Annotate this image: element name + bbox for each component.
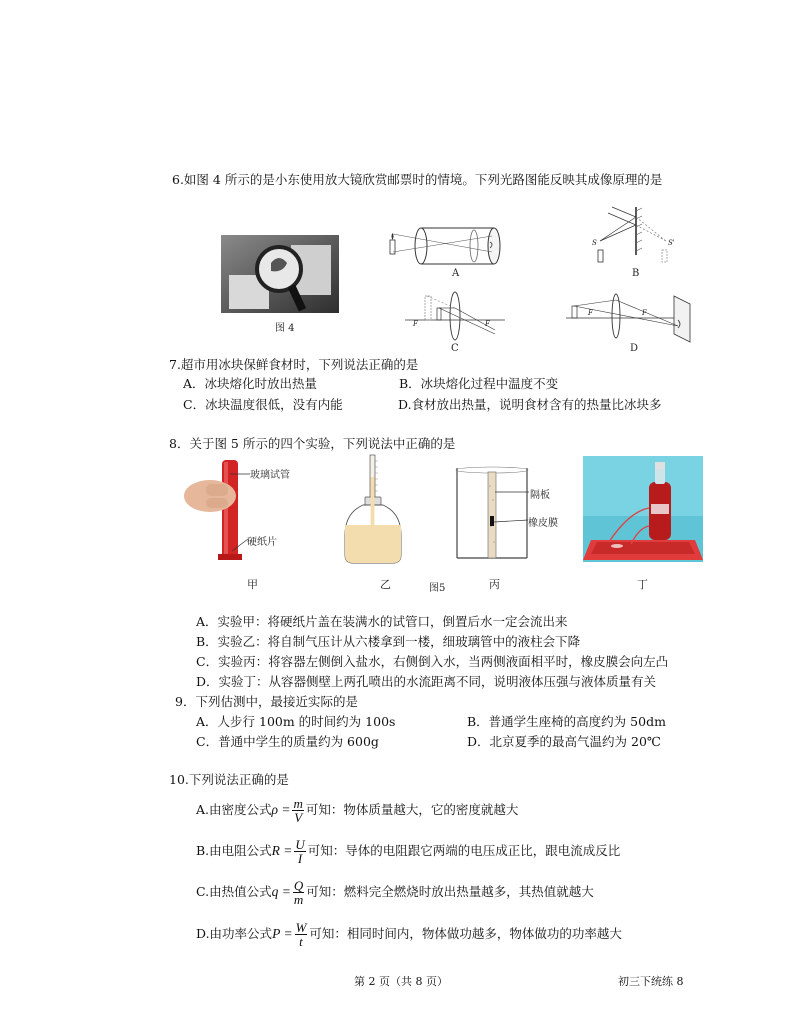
diagram-b-s: S [592, 239, 597, 247]
q10-c-var: q = [271, 884, 291, 899]
q10-c-denominator: m [293, 892, 304, 907]
q8-leader-membrane [494, 518, 530, 524]
q10-d-denominator: t [299, 934, 303, 949]
diagram-d-f-left: F [588, 309, 593, 317]
fig5-yi-diagram [343, 455, 403, 565]
q8-option-b: B．实验乙：将自制气压计从六楼拿到一楼，细玻璃管中的液柱会下降 [196, 634, 581, 649]
diagram-d-label: D [630, 343, 639, 354]
q7-option-a: A．冰块熔化时放出热量 [183, 376, 318, 391]
q7-stem: 7.超市用冰块保鲜食材时，下列说法正确的是 [169, 357, 419, 372]
diagram-b-label: B [632, 268, 640, 279]
q9-stem: 9．下列估测中，最接近实际的是 [175, 694, 358, 709]
q8-label-partition: 隔板 [530, 490, 550, 501]
q10-c-prefix: C.由热值公式 [196, 884, 272, 899]
q10-a-postfix: 可知：物体质量越大，它的密度就越大 [305, 802, 519, 817]
q8-leader-card [232, 539, 250, 553]
q10-c-numerator: Q [293, 878, 304, 893]
q10-option-c [196, 877, 594, 907]
q8-label-membrane: 橡皮膜 [528, 518, 558, 529]
q10-option-a [196, 795, 518, 825]
q10-b-denominator: I [297, 851, 303, 866]
q10-stem: 10.下列说法正确的是 [169, 772, 289, 787]
q10-b-fraction [294, 838, 305, 865]
q9-option-c: C．普通中学生的质量约为 600g [196, 734, 379, 749]
q10-d-postfix: 可知：相同时间内，物体做功越多，物体做功的功率越大 [309, 926, 622, 941]
diagram-d-f-right: F [642, 309, 647, 317]
diagram-c-f-left: F [413, 320, 418, 328]
q10-a-prefix: A.由密度公式 [196, 802, 272, 817]
fig4-label: 图 4 [275, 323, 295, 334]
q10-option-b [196, 836, 620, 866]
footer-series: 初三下统练 8 [618, 975, 684, 988]
footer-page-number: 第 2 页（共 8 页） [354, 975, 448, 988]
q8-caption-yi: 乙 [380, 578, 391, 591]
q10-b-prefix: B.由电阻公式 [196, 843, 272, 858]
q10-d-prefix: D.由功率公式 [196, 926, 273, 941]
q10-b-numerator: U [295, 837, 305, 852]
q10-a-fraction [292, 797, 303, 824]
q6-stem: 6.如图 4 所示的是小东使用放大镜欣赏邮票时的情境。下列光路图能反映其成像原理的是 [172, 172, 663, 187]
fig5-ding-photo [583, 456, 703, 562]
fig5-bing-diagram [455, 466, 533, 562]
q8-label-tube: 玻璃试管 [250, 470, 290, 481]
q8-leader-partition [495, 490, 531, 494]
diagram-a [386, 222, 501, 270]
q8-fig5-label: 图5 [429, 583, 446, 594]
q7-option-d: D.食材放出热量，说明食材含有的热量比冰块多 [398, 397, 662, 412]
q10-d-numerator: W [295, 920, 307, 935]
q8-caption-jia: 甲 [247, 578, 258, 591]
diagram-c-f-right: F [485, 320, 490, 328]
q8-option-a: A．实验甲：将硬纸片盖在装满水的试管口，倒置后水一定会流出来 [196, 614, 568, 629]
q8-leader-tube [230, 472, 252, 476]
q8-option-c: C．实验丙：将容器左侧倒入盐水，右侧倒入水，当两侧液面相平时，橡皮膜会向左凸 [196, 654, 669, 669]
q10-a-var: ρ = [271, 802, 291, 817]
q9-option-a: A．人步行 100m 的时间约为 100s [196, 714, 396, 729]
q8-stem: 8．关于图 5 所示的四个实验，下列说法中正确的是 [169, 436, 456, 451]
q9-option-b: B．普通学生座椅的高度约为 50dm [467, 714, 666, 729]
q10-c-postfix: 可知：燃料完全燃烧时放出热量越多，其热值就越大 [306, 884, 594, 899]
q8-caption-ding: 丁 [637, 578, 648, 591]
diagram-c-label: C [451, 343, 459, 354]
fig4-photo [221, 235, 339, 313]
diagram-b [590, 205, 680, 267]
q7-option-c: C．冰块温度很低，没有内能 [183, 397, 343, 412]
q10-b-var: R = [271, 843, 293, 858]
q7-option-b: B．冰块熔化过程中温度不变 [399, 376, 559, 391]
q10-c-fraction [293, 879, 304, 906]
q10-d-var: P = [272, 926, 293, 941]
q10-d-fraction [295, 921, 308, 948]
q10-a-denominator: V [294, 810, 303, 825]
q9-option-d: D．北京夏季的最高气温约为 20℃ [467, 734, 661, 749]
q10-a-numerator: m [293, 796, 303, 811]
diagram-c [405, 290, 505, 342]
diagram-b-s-prime: S' [668, 239, 675, 247]
q10-b-postfix: 可知：导体的电阻跟它两端的电压成正比，跟电流成反比 [307, 843, 621, 858]
diagram-a-label: A [452, 268, 460, 279]
q8-option-d: D．实验丁：从容器侧壁上两孔喷出的水流距离不同，说明液体压强与液体质量有关 [196, 674, 657, 689]
q10-option-d [196, 919, 622, 949]
q8-label-card: 硬纸片 [247, 537, 277, 548]
diagram-d [566, 290, 696, 342]
q8-caption-bing: 丙 [489, 578, 500, 591]
